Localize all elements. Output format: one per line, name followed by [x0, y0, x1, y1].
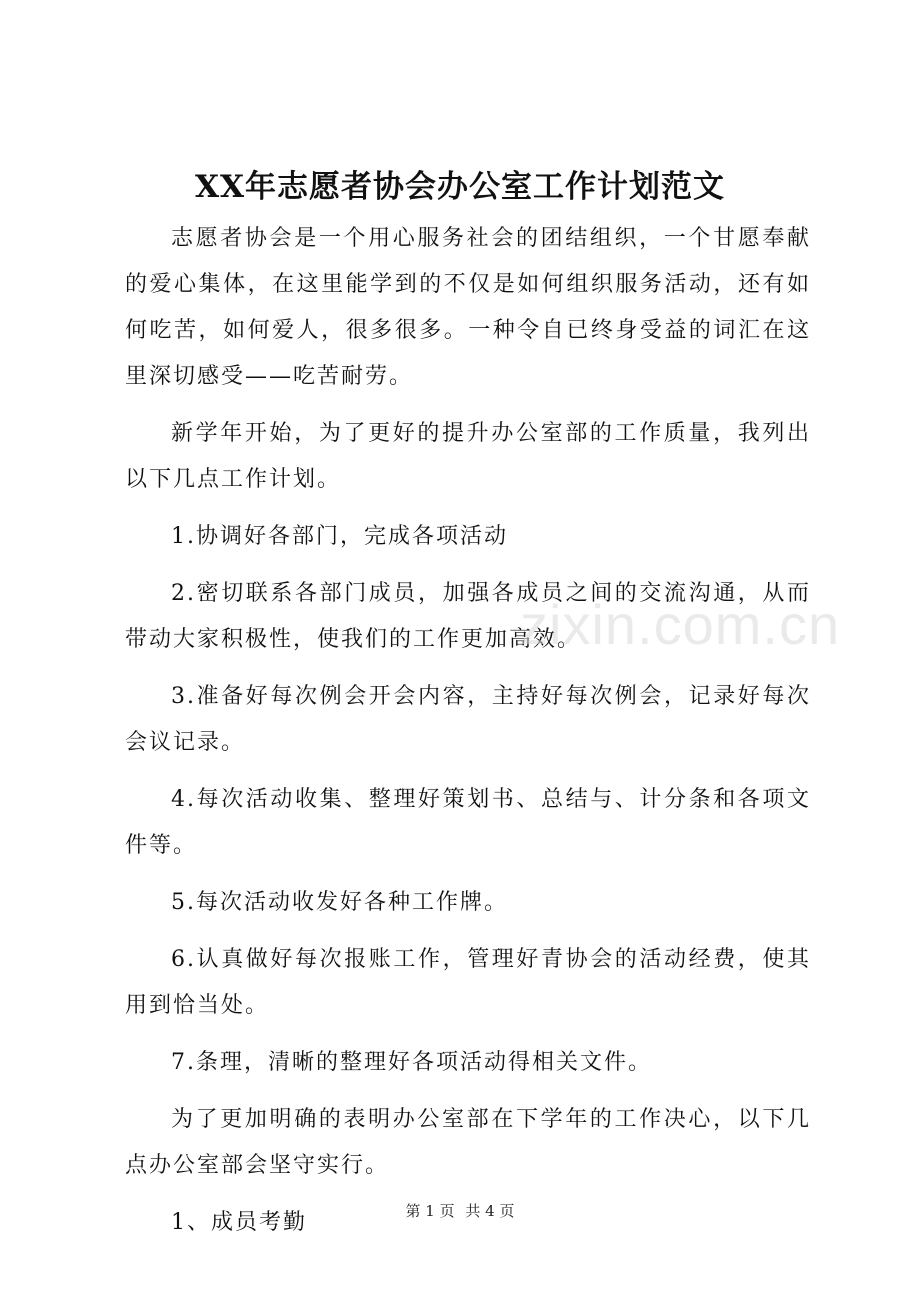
document-body — [125, 216, 811, 1257]
paragraph-plan-lead: 新学年开始，为了更好的提升办公室部的工作质量，我列出以下几点工作计划。 — [125, 421, 811, 492]
plan-item-1: 1.协调好各部门，完成各项活动 — [171, 524, 508, 549]
section-heading-attendance: 1、成员考勤 — [171, 1210, 307, 1235]
plan-item-7: 7.条理，清晰的整理好各项活动得相关文件。 — [171, 1050, 652, 1075]
document-title: XX年志愿者协会办公室工作计划范文 — [194, 169, 726, 205]
page-number: 第 1 页 — [405, 1202, 455, 1220]
paragraph-intro: 志愿者协会是一个用心服务社会的团结组织，一个甘愿奉献的爱心集体，在这里能学到的不仅是如何组织服务活动，还有如何吃苦，如何爱人，很多很多。一种令自已终身受益的词汇在这里深切感受——吃苦耐劳。 — [125, 226, 811, 389]
plan-item-3: 3.准备好每次例会开会内容，主持好每次例会，记录好每次会议记录。 — [125, 684, 811, 755]
plan-item-4: 4.每次活动收集、整理好策划书、总结与、计分条和各项文件等。 — [125, 787, 811, 858]
page-footer — [0, 1200, 920, 1222]
paragraph-commitment: 为了更加明确的表明办公室部在下学年的工作决心，以下几点办公室部会坚守实行。 — [125, 1107, 811, 1178]
watermark: zixin.com.cn — [520, 593, 841, 656]
plan-item-6: 6.认真做好每次报账工作，管理好青协会的活动经费，使其用到恰当处。 — [125, 947, 811, 1018]
page-total: 共 4 页 — [465, 1202, 515, 1220]
plan-item-2: 2.密切联系各部门成员，加强各成员之间的交流沟通，从而带动大家积极性，使我们的工作更加高效。 — [125, 581, 811, 652]
plan-item-5: 5.每次活动收发好各种工作牌。 — [171, 890, 508, 915]
